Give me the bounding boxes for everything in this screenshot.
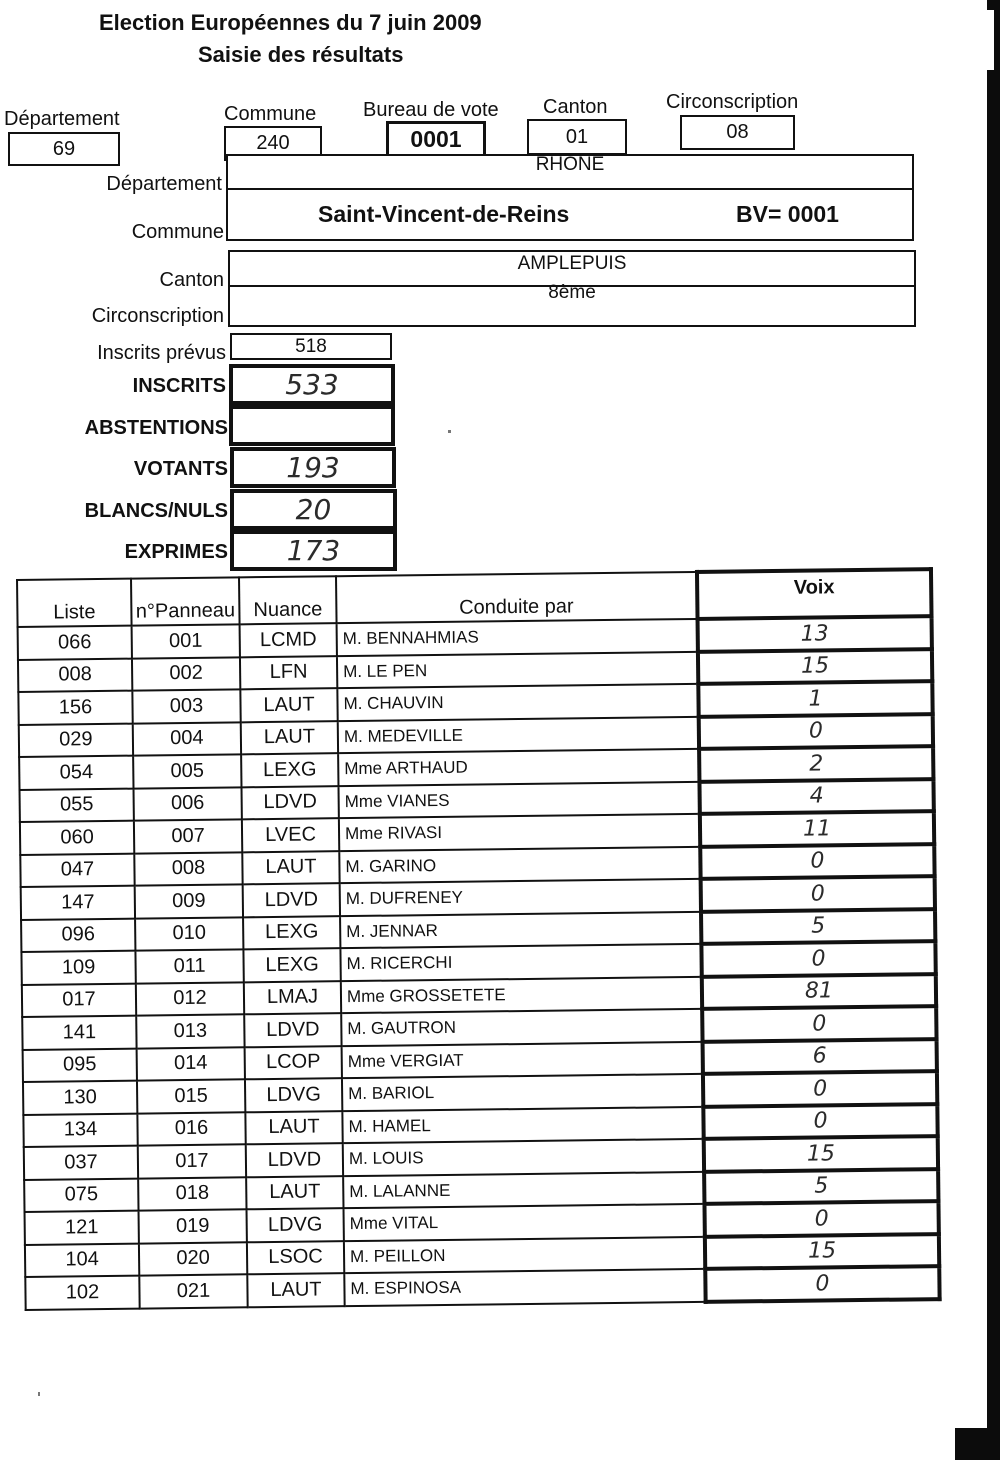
cell-voix: 0: [704, 1201, 938, 1236]
cell-liste: 066: [18, 626, 132, 660]
header-conduite-par: Conduite par: [336, 572, 698, 623]
inscrits-prevus-value: 518: [295, 335, 327, 357]
cell-candidat: M. JENNAR: [340, 911, 701, 948]
exprimes-box: [230, 530, 397, 571]
code-canton-value: 01: [565, 125, 589, 148]
cell-candidat: M. LE PEN: [337, 651, 698, 688]
code-canton-label: Canton: [543, 96, 608, 118]
cell-candidat: M. RICERCHI: [340, 944, 701, 981]
cell-liste: 121: [25, 1211, 139, 1245]
cell-panneau: 008: [134, 852, 242, 886]
cell-panneau: 003: [132, 689, 240, 723]
cell-candidat: Mme VIANES: [338, 781, 699, 818]
inscrits-prevus-field: [230, 333, 392, 360]
votants-box: [230, 447, 396, 488]
code-bureau-label: Bureau de vote: [363, 99, 499, 121]
cell-panneau: 015: [137, 1079, 245, 1113]
cell-nuance: LEXG: [243, 916, 340, 950]
scan-speck: [38, 1392, 40, 1396]
cell-nuance: LFN: [240, 656, 337, 690]
cell-liste: 075: [24, 1178, 138, 1212]
scan-edge: [987, 0, 1000, 1460]
cell-voix: 0: [702, 1006, 936, 1041]
blancs-nuls-label: BLANCS/NULS: [84, 500, 228, 522]
cell-voix: 0: [699, 714, 933, 749]
cell-voix: 0: [701, 941, 935, 976]
cell-voix: 2: [699, 746, 933, 781]
cell-voix: 5: [701, 909, 935, 944]
cell-voix: 13: [698, 616, 932, 651]
votants-value: 193: [286, 451, 340, 484]
cell-nuance: LDVD: [246, 1143, 343, 1177]
cell-voix: 1: [698, 681, 932, 716]
canton-value: AMPLEPUIS: [517, 253, 627, 274]
cell-nuance: LVEC: [242, 818, 339, 852]
cell-liste: 141: [22, 1016, 136, 1050]
cell-nuance: LCOP: [245, 1046, 342, 1080]
cell-nuance: LMAJ: [244, 981, 341, 1015]
cell-nuance: LEXG: [243, 948, 340, 982]
cell-voix: 15: [698, 649, 932, 684]
cell-panneau: 018: [138, 1177, 246, 1211]
cell-nuance: LAUT: [240, 688, 337, 722]
abstentions-box: [229, 405, 395, 446]
cell-panneau: 006: [134, 787, 242, 821]
cell-candidat: M. BENNAHMIAS: [337, 619, 698, 656]
commune-field: [226, 188, 914, 241]
cell-candidat: Mme ARTHAUD: [338, 749, 699, 786]
cell-nuance: LAUT: [247, 1273, 344, 1307]
code-departement-value: 69: [52, 137, 76, 160]
cell-candidat: M. BARIOL: [342, 1074, 703, 1111]
header-voix: Voix: [697, 569, 932, 619]
cell-voix: 81: [702, 974, 936, 1009]
cell-panneau: 002: [132, 657, 240, 691]
commune-value: Saint-Vincent-de-Reins: [318, 201, 570, 227]
cell-voix: 0: [701, 876, 935, 911]
blancs-nuls-box: [230, 489, 397, 530]
blancs-nuls-value: 20: [295, 493, 332, 526]
circonscription-value: 8ème: [548, 282, 596, 303]
cell-liste: 054: [19, 756, 133, 790]
scan-corner-mark: [955, 1428, 1000, 1460]
cell-panneau: 016: [137, 1112, 245, 1146]
exprimes-label: EXPRIMES: [124, 541, 228, 563]
cell-liste: 055: [20, 788, 134, 822]
scan-edge-gap: [987, 10, 994, 70]
cell-nuance: LDVD: [244, 1013, 341, 1047]
document-subtitle: Saisie des résultats: [198, 42, 404, 67]
cell-candidat: Mme VERGIAT: [342, 1041, 703, 1078]
cell-nuance: LDVD: [243, 883, 340, 917]
cell-voix: 15: [705, 1234, 939, 1269]
cell-liste: 095: [23, 1048, 137, 1082]
circonscription-field: [228, 282, 916, 327]
cell-liste: 037: [24, 1146, 138, 1180]
cell-nuance: LDVG: [245, 1078, 342, 1112]
cell-panneau: 010: [135, 917, 243, 951]
cell-liste: 047: [20, 853, 134, 887]
cell-candidat: M. LOUIS: [343, 1139, 704, 1176]
abstentions-label: ABSTENTIONS: [84, 417, 228, 439]
cell-panneau: 012: [136, 982, 244, 1016]
code-departement-box: [8, 132, 120, 166]
cell-candidat: M. DUFRENEY: [340, 879, 701, 916]
cell-panneau: 014: [137, 1047, 245, 1081]
cell-panneau: 009: [135, 884, 243, 918]
inscrits-prevus-label: Inscrits prévus: [97, 342, 226, 364]
code-departement-label: Département: [4, 108, 120, 130]
cell-candidat: M. LALANNE: [343, 1171, 704, 1208]
exprimes-value: 173: [286, 534, 341, 567]
cell-voix: 5: [704, 1169, 938, 1204]
cell-candidat: M. GAUTRON: [341, 1009, 702, 1046]
cell-candidat: Mme GROSSETETE: [341, 976, 702, 1013]
votants-label: VOTANTS: [133, 458, 228, 480]
cell-candidat: M. CHAUVIN: [337, 684, 698, 721]
scan-speck: [448, 430, 451, 433]
cell-liste: 156: [18, 691, 132, 725]
cell-liste: 134: [23, 1113, 137, 1147]
cell-liste: 060: [20, 821, 134, 855]
cell-nuance: LAUT: [245, 1111, 342, 1145]
cell-panneau: 017: [138, 1144, 246, 1178]
code-circonscription-value: 08: [726, 121, 749, 143]
cell-panneau: 005: [133, 754, 241, 788]
cell-candidat: M. GARINO: [339, 846, 700, 883]
cell-candidat: Mme RIVASI: [339, 814, 700, 851]
cell-voix: 6: [703, 1039, 937, 1074]
cell-voix: 0: [703, 1104, 937, 1139]
cell-nuance: LAUT: [246, 1176, 343, 1210]
cell-liste: 102: [25, 1276, 139, 1310]
cell-liste: 096: [21, 918, 135, 952]
document-title: Election Européennes du 7 juin 2009: [99, 10, 482, 35]
cell-candidat: M. HAMEL: [342, 1106, 703, 1143]
cell-panneau: 007: [134, 819, 242, 853]
cell-candidat: M. PEILLON: [344, 1236, 705, 1273]
cell-liste: 147: [21, 886, 135, 920]
cell-candidat: M. MEDEVILLE: [338, 716, 699, 753]
code-commune-label: Commune: [224, 103, 317, 125]
cell-nuance: LDVD: [241, 786, 338, 820]
code-commune-value: 240: [256, 132, 290, 154]
results-table: [16, 567, 942, 1311]
cell-nuance: LAUT: [242, 851, 339, 885]
cell-panneau: 004: [133, 722, 241, 756]
cell-liste: 104: [25, 1243, 139, 1277]
cell-panneau: 013: [136, 1014, 244, 1048]
cell-voix: 15: [704, 1136, 938, 1171]
cell-voix: 0: [705, 1266, 939, 1301]
inscrits-box: [229, 364, 395, 405]
departement-value: RHONE: [535, 154, 605, 175]
circonscription-label: Circonscription: [91, 305, 224, 327]
results-table-wrapper: [16, 567, 941, 1311]
cell-candidat: M. ESPINOSA: [344, 1269, 705, 1306]
header-nuance: Nuance: [239, 576, 337, 624]
header-panneau: n°Panneau: [131, 577, 240, 625]
cell-nuance: LSOC: [247, 1241, 344, 1275]
inscrits-value: 533: [285, 368, 339, 401]
canton-label: Canton: [159, 269, 224, 291]
cell-nuance: LEXG: [241, 753, 338, 787]
cell-panneau: 020: [139, 1242, 247, 1276]
code-circonscription-box: [680, 115, 795, 150]
cell-nuance: LCMD: [240, 623, 337, 657]
commune-label: Commune: [131, 221, 224, 243]
cell-voix: 4: [699, 779, 933, 814]
cell-nuance: LDVG: [247, 1208, 344, 1242]
cell-liste: 017: [22, 983, 136, 1017]
code-circonscription-label: Circonscription: [666, 91, 799, 113]
cell-panneau: 001: [132, 624, 240, 658]
cell-liste: 029: [19, 723, 133, 757]
code-canton-box: [527, 119, 627, 155]
cell-voix: 0: [703, 1071, 937, 1106]
cell-voix: 0: [700, 844, 934, 879]
cell-liste: 130: [23, 1081, 137, 1115]
inscrits-label: INSCRITS: [132, 375, 226, 397]
departement-label: Département: [106, 173, 222, 195]
cell-panneau: 021: [139, 1274, 247, 1308]
header-liste: Liste: [17, 579, 132, 627]
cell-liste: 008: [18, 658, 132, 692]
code-bureau-value: 0001: [410, 126, 462, 152]
cell-candidat: Mme VITAL: [344, 1204, 705, 1241]
cell-panneau: 011: [135, 949, 243, 983]
cell-liste: 109: [21, 951, 135, 985]
cell-panneau: 019: [139, 1209, 247, 1243]
bureau-de-vote-value: BV= 0001: [736, 201, 839, 227]
cell-voix: 11: [700, 811, 934, 846]
code-bureau-box: [386, 121, 486, 158]
cell-nuance: LAUT: [241, 721, 338, 755]
